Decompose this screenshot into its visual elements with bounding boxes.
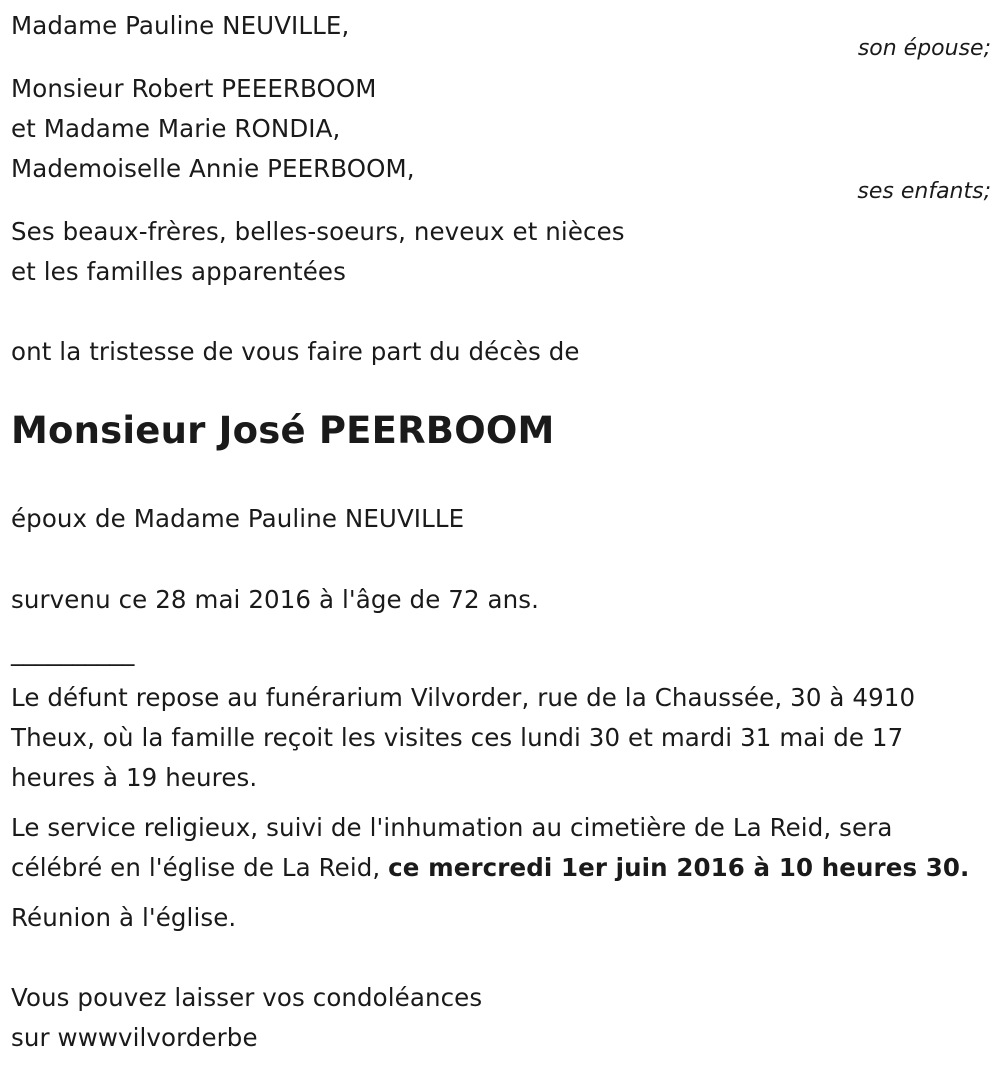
relatives-line-1: Ses beaux-frères, belles-soeurs, neveux et nièces xyxy=(11,217,625,246)
service-line-1: Le service religieux, suivi de l'inhumation au cimetière de La Reid, sera xyxy=(11,813,893,842)
service-line-2 xyxy=(11,848,969,888)
death-info: survenu ce 28 mai 2016 à l'âge de 72 ans. xyxy=(11,585,540,614)
spouse-role: son épouse; xyxy=(857,36,991,61)
visitation-line-3: heures à 19 heures. xyxy=(11,763,258,792)
separator: __________ xyxy=(11,637,135,666)
announcement: ont la tristesse de vous faire part du décès de xyxy=(11,337,580,366)
visitation-line-1: Le défunt repose au funérarium Vilvorder, rue de la Chaussée, 30 à 4910 xyxy=(11,683,916,712)
deceased-name: Monsieur José PEERBOOM xyxy=(11,409,555,452)
condolences-line-1: Vous pouvez laisser vos condoléances xyxy=(11,983,483,1012)
condolences-line-2: sur wwwvilvorderbe xyxy=(11,1023,258,1052)
visitation-line-2: Theux, où la famille reçoit les visites ces lundi 30 et mardi 31 mai de 17 xyxy=(11,723,904,752)
obituary-notice xyxy=(11,0,991,1068)
meeting-info: Réunion à l'église. xyxy=(11,903,237,932)
children-role: ses enfants; xyxy=(857,179,991,204)
service-date-time: ce mercredi 1er juin 2016 à 10 heures 30. xyxy=(388,853,970,882)
child-line-2: et Madame Marie RONDIA, xyxy=(11,114,341,143)
child-line-3: Mademoiselle Annie PEERBOOM, xyxy=(11,154,415,183)
husband-of: époux de Madame Pauline NEUVILLE xyxy=(11,504,465,533)
relatives-line-2: et les familles apparentées xyxy=(11,257,346,286)
child-line-1: Monsieur Robert PEEERBOOM xyxy=(11,74,377,103)
service-line-2-prefix: célébré en l'église de La Reid, xyxy=(11,853,381,882)
spouse-name: Madame Pauline NEUVILLE, xyxy=(11,11,350,40)
